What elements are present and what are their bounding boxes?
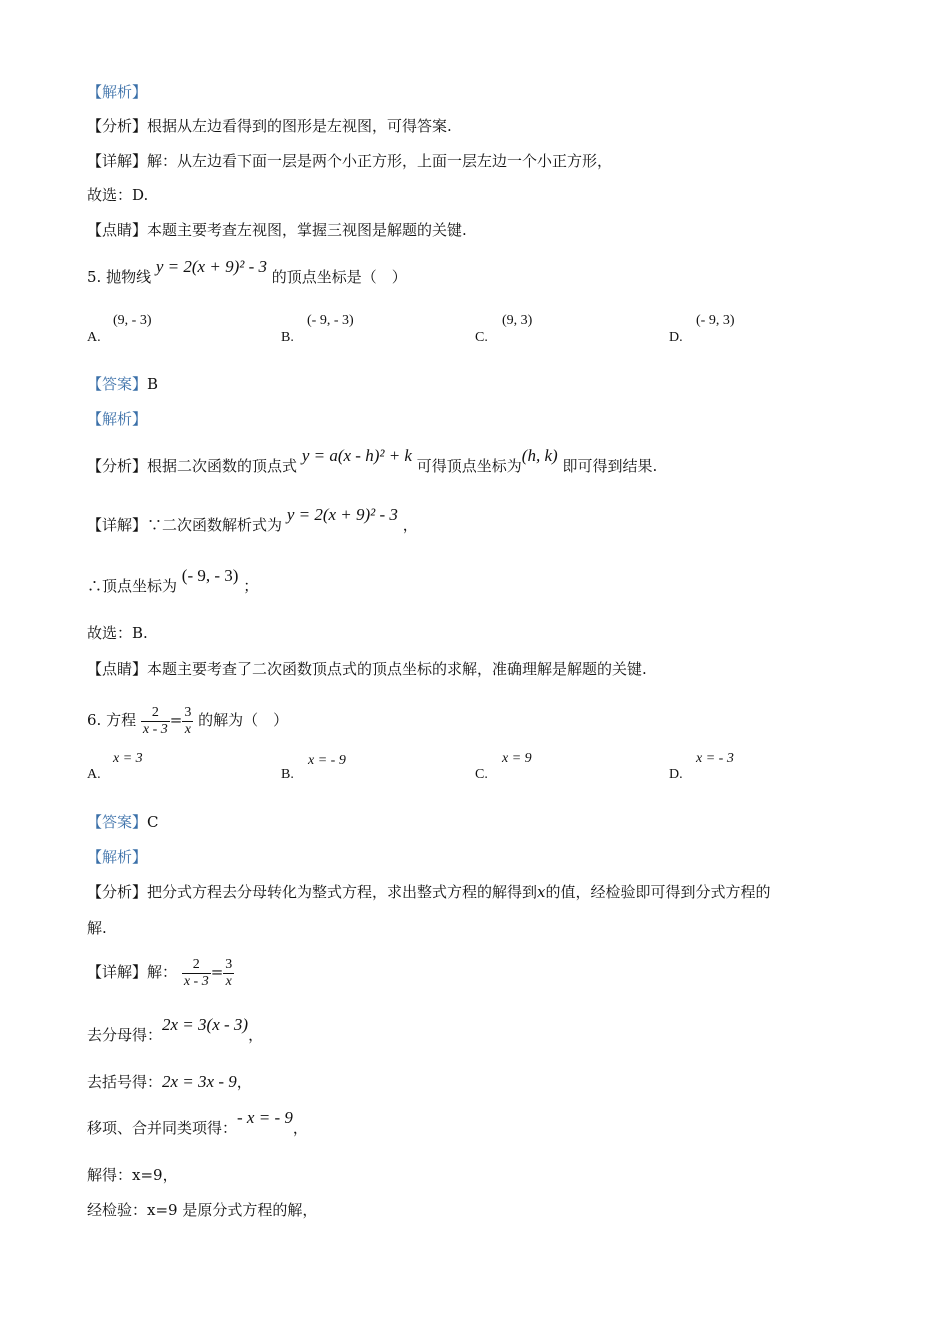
q6-option-c-letter: C. [475,767,488,782]
q6-step-4: 解得：x=9， [87,1166,178,1184]
q6-option-b-letter: B. [281,767,294,782]
q5-dianjing-line: 【点睛】本题主要考查了二次函数顶点式的顶点坐标的求解，准确理解是解题的关键. [87,660,647,678]
q5-option-d-value: (- 9, 3) [696,313,735,328]
q5-xiangjie-line: 【详解】∵二次函数解析式为 y = 2(x + 9)² - 3 ， [87,505,418,534]
q6-fenxi-line-2: 解. [87,919,107,937]
prev-fenxi-line: 【分析】根据从左边看得到的图形是左视图，可得答案. [87,117,452,135]
q6-stem: 6. 方程 $\frac{2}{x - 3}$ = $\frac{3}{x}$ 的解为（ ） [87,704,289,737]
q6-fraction-left: $\frac{2}{x - 3}$ [142,704,168,737]
q6-jiexi-tag: 【解析】 [87,848,148,866]
q5-vertex-line: ∴顶点坐标为 (- 9, - 3) ； [87,566,259,595]
q6-option-d-value: x = - 3 [696,751,734,766]
q5-option-a-letter: A. [87,330,101,345]
q6-fenxi-line: 【分析】把分式方程去分母转化为整式方程，求出整式方程的解得到x的值，经检验即可得到分式方程的 [87,883,771,901]
q5-option-c-value: (9, 3) [502,313,533,328]
q6-fraction-right: $\frac{3}{x}$ [184,704,192,737]
q5-option-b-letter: B. [281,330,294,345]
q5-jiexi-tag: 【解析】 [87,410,148,428]
q6-option-d-letter: D. [669,767,683,782]
q5-answer-line: 【答案】B [87,375,159,393]
q6-option-a-letter: A. [87,767,101,782]
q5-option-d-letter: D. [669,330,683,345]
q6-step-1: 去分母得：2x = 3(x - 3)， [87,1015,264,1044]
prev-xiangjie-line: 【详解】解：从左边看下面一层是两个小正方形，上面一层左边一个小正方形， [87,152,613,170]
q5-formula: y = 2(x + 9)² - 3 [155,257,267,276]
q6-detail-fraction-left: $\frac{2}{x - 3}$ [183,956,209,989]
q6-option-c-value: x = 9 [502,751,532,766]
q5-option-b-value: (- 9, - 3) [307,313,354,328]
q6-detail-fraction-right: $\frac{3}{x}$ [225,956,233,989]
q6-xiangjie-line: 【详解】解： $\frac{2}{x - 3}$ = $\frac{3}{x}$ [87,956,233,989]
q6-option-a-value: x = 3 [113,751,143,766]
q5-guxuan: 故选：B. [87,624,148,642]
q6-answer-line: 【答案】C [87,813,159,831]
q6-step-2: 去括号得：2x = 3x - 9， [87,1072,252,1091]
q5-option-a-value: (9, - 3) [113,313,152,328]
q5-fenxi-line: 【分析】根据二次函数的顶点式 y = a(x - h)² + k 可得顶点坐标为(h, k) 即可得到结果. [87,446,658,475]
q6-option-b-value: x = - 9 [308,753,346,768]
prev-jiexi-tag: 【解析】 [87,83,148,101]
prev-dianjing-line: 【点睛】本题主要考查左视图，掌握三视图是解题的关键. [87,221,467,239]
q5-option-c-letter: C. [475,330,488,345]
q6-step-5: 经检验：x=9 是原分式方程的解， [87,1201,318,1219]
prev-guxuan: 故选：D. [87,186,149,204]
q6-step-3: 移项、合并同类项得：- x = - 9， [87,1108,308,1137]
q5-stem: 5. 抛物线 y = 2(x + 9)² - 3 的顶点坐标是（ ） [87,257,407,286]
